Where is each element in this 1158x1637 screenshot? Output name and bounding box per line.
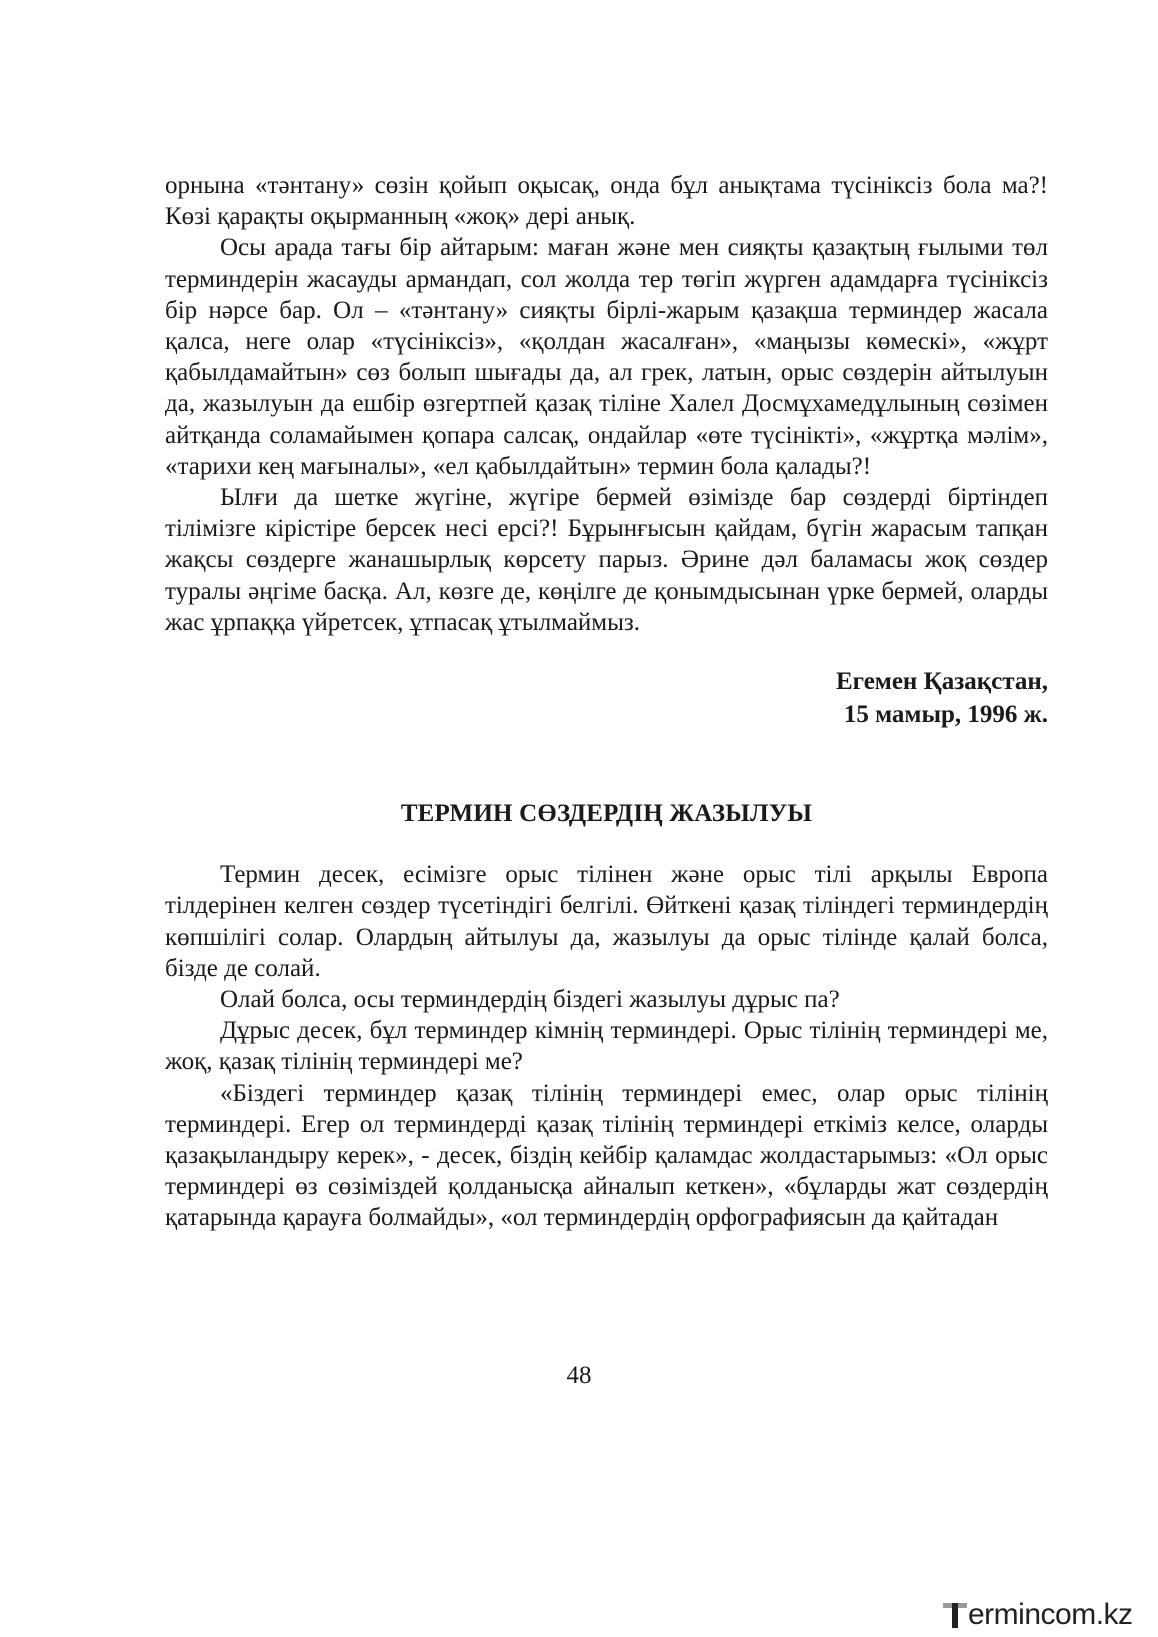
section-title: ТЕРМИН СӨЗДЕРДІҢ ЖАЗЫЛУЫ <box>400 800 813 828</box>
paragraph-1: орнына «тәнтану» сөзін қойып оқысақ, онда бұл анықтама түсініксіз бола ма?! Көзі қарақты оқырманның «жоқ» дері анық. <box>165 172 1048 231</box>
paragraph-2: Осы арада тағы бір айтарым: маған және мен сияқты қазақтың ғылыми төл терминдерін жасауды армандап, сол жолда тер төгіп жүрген адамдарға түсініксіз бір нәрсе бар. Ол – «тәнтану» сияқты бірлі-жарым қазақша терминдер жасала қалса, неге олар «түсініксіз», «қолдан жасалған», «маңызы көмескі», «жұрт қабылдамайтын» сөз болып шығады да, ал грек, латын, орыс сөздерін айтылуын да, жазылуын да ешбір өзгертпей қазақ тіліне Халел Досмұхамедұлының сөзімен айтқанда соламайымен қопара салсақ, ондайлар «өте түсінікті», «жұртқа мәлім», «тарихи кең мағыналы», «ел қабылдайтын» термин бола қалады?! <box>165 234 1048 480</box>
paragraph-3: Ылғи да шетке жүгіне, жүгіре бермей өзімізде бар сөздерді біртіндеп тілімізге кірістіре берсек несі ерсі?! Бұрынғысын қайдам, бүгін жарасым тапқан жақсы сөздерге жанашырлық көрсету парыз. Әрине дәл баламасы жоқ сөздер туралы әңгіме басқа. Ал, көзге де, көңілге де қонымдысынан үрке бермей, оларды жас ұрпаққа үйретсек, ұтпасақ ұтылмаймыз. <box>165 484 1048 636</box>
paragraph-7: «Біздегі терминдер қазақ тілінің терминдері емес, олар орыс тілінің терминдері. Егер ол терминдерді қазақ тілінің терминдері еткіміз келсе, оларды қазақыландыру керек», - десек, біздің кейбір қаламдас жолдастарымыз: «Ол орыс терминдері өз сөзіміздей қолданысқа айналып кеткен», «бұларды жат сөздердің қатарында қарауға болмайды», «ол терминдердің орфографиясын да қайтадан <box>165 1079 1048 1232</box>
paragraph-5: Олай болса, осы терминдердің біздегі жазылуы дұрыс па? <box>220 986 840 1014</box>
signature-newspaper: Егемен Қазақстан, <box>836 668 1048 696</box>
watermark <box>942 1596 1133 1634</box>
source-signature <box>165 665 1048 731</box>
page-number: 48 <box>566 1362 592 1389</box>
watermark-text: ermincom.kz <box>968 1598 1133 1631</box>
paragraph-6: Дұрыс десек, бұл терминдер кімнің терминдері. Орыс тілінің терминдері ме, жоқ, қазақ тілінің терминдері ме? <box>165 1017 1048 1076</box>
signature-date: 15 мамыр, 1996 ж. <box>843 701 1048 729</box>
paragraph-4: Термин десек, есімізге орыс тілінен және орыс тілі арқылы Европа тілдерінен келген сөздер түсетіндігі белгілі. Өйткені қазақ тіліндегі терминдердің көпшілігі солар. Олардың айтылуы да, жазылуы да орыс тілінде қалай болса, бізде де солай. <box>165 861 1048 982</box>
termincom-logo-icon <box>942 1600 968 1630</box>
page-body <box>165 170 1048 1234</box>
